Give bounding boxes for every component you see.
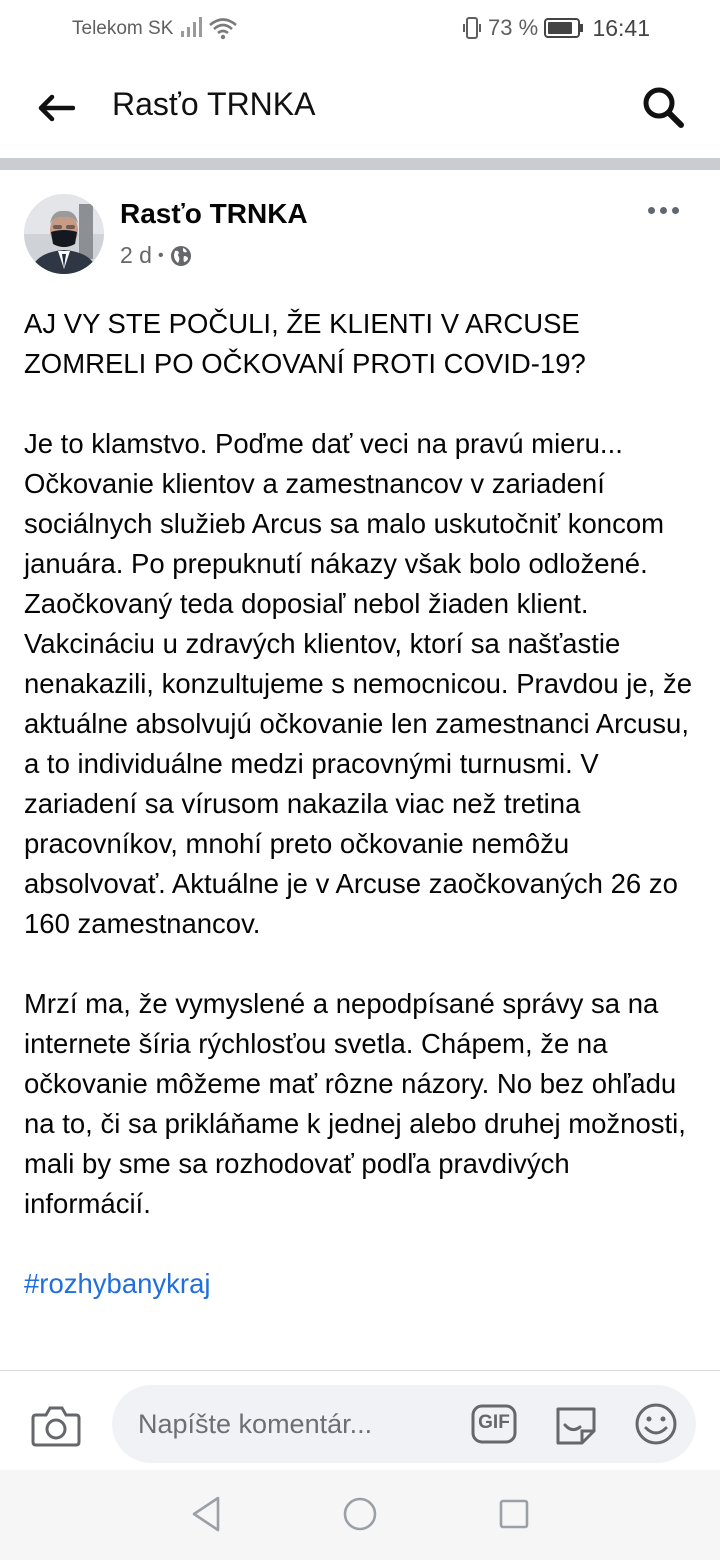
globe-icon	[170, 245, 192, 267]
sticker-button[interactable]	[552, 1401, 600, 1447]
post-meta	[120, 242, 192, 269]
post	[0, 170, 720, 1370]
meta-separator: •	[157, 246, 164, 264]
post-paragraph: AJ VY STE POČULI, ŽE KLIENTI V ARCUSE ZOMRELI PO OČKOVANÍ PROTI COVID-19?	[24, 308, 586, 379]
gif-label: GIF	[478, 1412, 510, 1433]
comment-bar	[0, 1370, 720, 1471]
battery-percent: 73 %	[488, 15, 539, 40]
page-title: Rasťo TRNKA	[112, 86, 316, 122]
wifi-icon	[208, 16, 238, 40]
post-options-button[interactable]	[648, 200, 684, 220]
vibrate-icon	[462, 16, 482, 40]
battery-icon	[544, 17, 584, 39]
search-icon	[640, 84, 686, 130]
post-body	[24, 304, 700, 1304]
section-divider	[0, 158, 720, 170]
post-paragraph: Mrzí ma, že vymyslené a nepodpísané správy sa na internete šíria rýchlosťou svetla. Chápem, že na očkovanie môžeme mať rôzne názory. No bez ohľadu na to, či sa prikláňame k jednej alebo druhej možnosti, mali by sme sa rozhodovať podľa pravdivých informácií.	[24, 988, 686, 1219]
arrow-left-icon	[37, 94, 75, 122]
camera-button[interactable]	[30, 1403, 82, 1449]
back-button[interactable]	[34, 88, 78, 128]
nav-home-icon[interactable]	[342, 1494, 378, 1534]
camera-icon	[30, 1403, 82, 1449]
carrier-name: Telekom SK	[72, 18, 174, 39]
status-bar	[0, 0, 720, 56]
more-dot-icon	[660, 207, 667, 214]
author-avatar[interactable]	[24, 194, 104, 274]
nav-recent-apps-icon[interactable]	[498, 1496, 530, 1532]
hashtag-link[interactable]: #rozhybanykraj	[24, 1268, 211, 1299]
post-paragraph: Je to klamstvo. Poďme dať veci na pravú mieru... Očkovanie klientov a zamestnancov v zariadení sociálnych služieb Arcus sa malo uskutočniť koncom januára. Po prepuknutí nákazy však bolo odložené. Zaočkovaný teda doposiaľ nebol žiaden klient. Vakcináciu u zdravých klientov, ktorí sa našťastie nenakazili, konzultujeme s nemocnicou. Pravdou je, že aktuálne absolvujú očkovanie len zamestnanci Arcusu, a to individuálne medzi pracovnými turnusmi. V zariadení sa vírusom nakazila viac než tretina pracovníkov, mnohí preto očkovanie nemôžu absolvovať. Aktuálne je v Arcuse zaočkovaných 26 zo 160 zamestnancov.	[24, 428, 693, 939]
emoji-icon	[632, 1401, 680, 1447]
avatar-image	[24, 194, 104, 274]
comment-input[interactable]	[112, 1385, 696, 1463]
app-header	[0, 56, 720, 160]
sticker-icon	[552, 1401, 600, 1447]
gif-button[interactable]	[470, 1401, 518, 1447]
more-dot-icon	[672, 207, 679, 214]
post-author[interactable]: Rasťo TRNKA	[120, 198, 308, 229]
post-time[interactable]: 2 d	[120, 242, 152, 268]
signal-icon	[180, 16, 204, 38]
more-dot-icon	[648, 207, 655, 214]
clock: 16:41	[592, 15, 650, 41]
emoji-button[interactable]	[632, 1401, 680, 1447]
search-button[interactable]	[640, 84, 686, 130]
nav-back-icon[interactable]	[188, 1494, 224, 1534]
system-navigation-bar	[0, 1470, 720, 1560]
